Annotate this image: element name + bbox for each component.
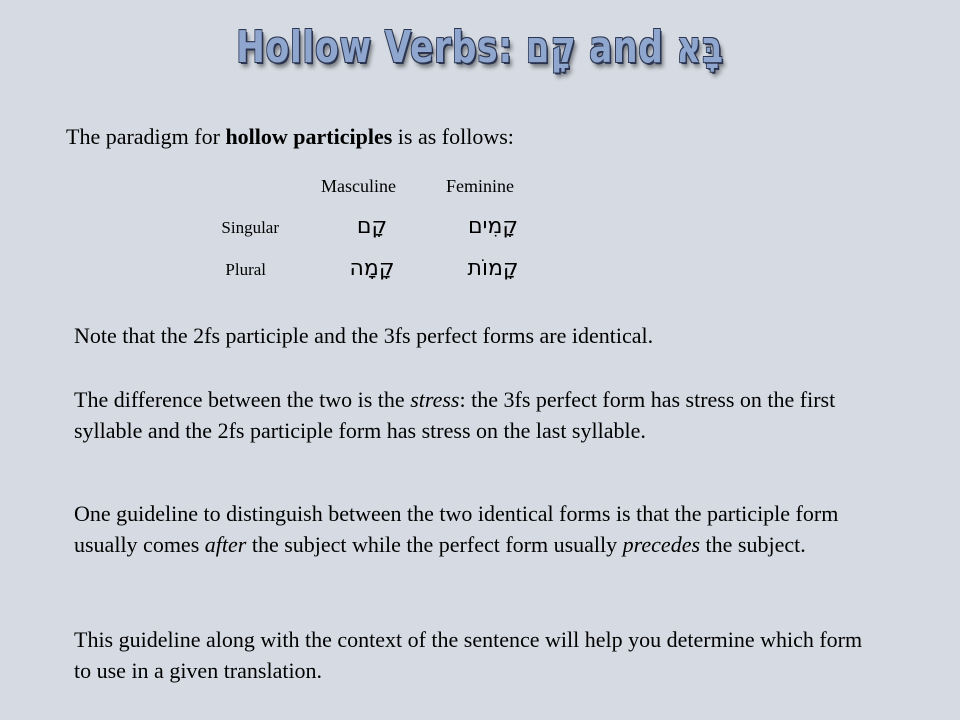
column-header-masculine: Masculine bbox=[321, 176, 396, 196]
difference-paragraph bbox=[74, 384, 874, 446]
hebrew-plural-masculine: קָמָה bbox=[349, 256, 395, 281]
guideline-text-b: the subject while the perfect form usually bbox=[246, 532, 623, 557]
hebrew-singular-masculine: קָם bbox=[356, 214, 388, 239]
row-label-singular: Singular bbox=[221, 218, 279, 237]
hebrew-singular-feminine: קָמִים bbox=[467, 214, 519, 239]
difference-text-a: The difference between the two is the bbox=[74, 387, 411, 412]
guideline-emphasis-after: after bbox=[204, 532, 247, 557]
guideline-text-a: One guideline to distinguish between the two identical forms is that the participle form usually comes bbox=[74, 501, 839, 557]
intro-prefix: The paradigm for bbox=[66, 124, 226, 149]
guideline-paragraph bbox=[74, 498, 874, 560]
slide-title: Hollow Verbs: קָם and בָּא bbox=[236, 22, 724, 73]
difference-emphasis: stress bbox=[410, 387, 460, 412]
intro-bold: hollow participles bbox=[225, 124, 393, 149]
column-header-feminine: Feminine bbox=[446, 176, 514, 196]
hebrew-plural-feminine: קָמוֹת bbox=[467, 256, 519, 281]
guideline-text-c: the subject. bbox=[700, 532, 806, 557]
note-paragraph: Note that the 2fs participle and the 3fs perfect forms are identical. bbox=[74, 323, 654, 348]
guideline-emphasis-precedes: precedes bbox=[622, 532, 701, 557]
row-label-plural: Plural bbox=[225, 260, 266, 279]
intro-suffix: is as follows: bbox=[392, 124, 514, 149]
closing-paragraph: This guideline along with the context of the sentence will help you determine which form to use in a given translation. bbox=[74, 627, 863, 683]
paradigm-table bbox=[0, 0, 960, 300]
difference-text-b: : the 3fs perfect form has stress on the first syllable and the 2fs participle form has stress on the last syllable. bbox=[74, 387, 836, 443]
